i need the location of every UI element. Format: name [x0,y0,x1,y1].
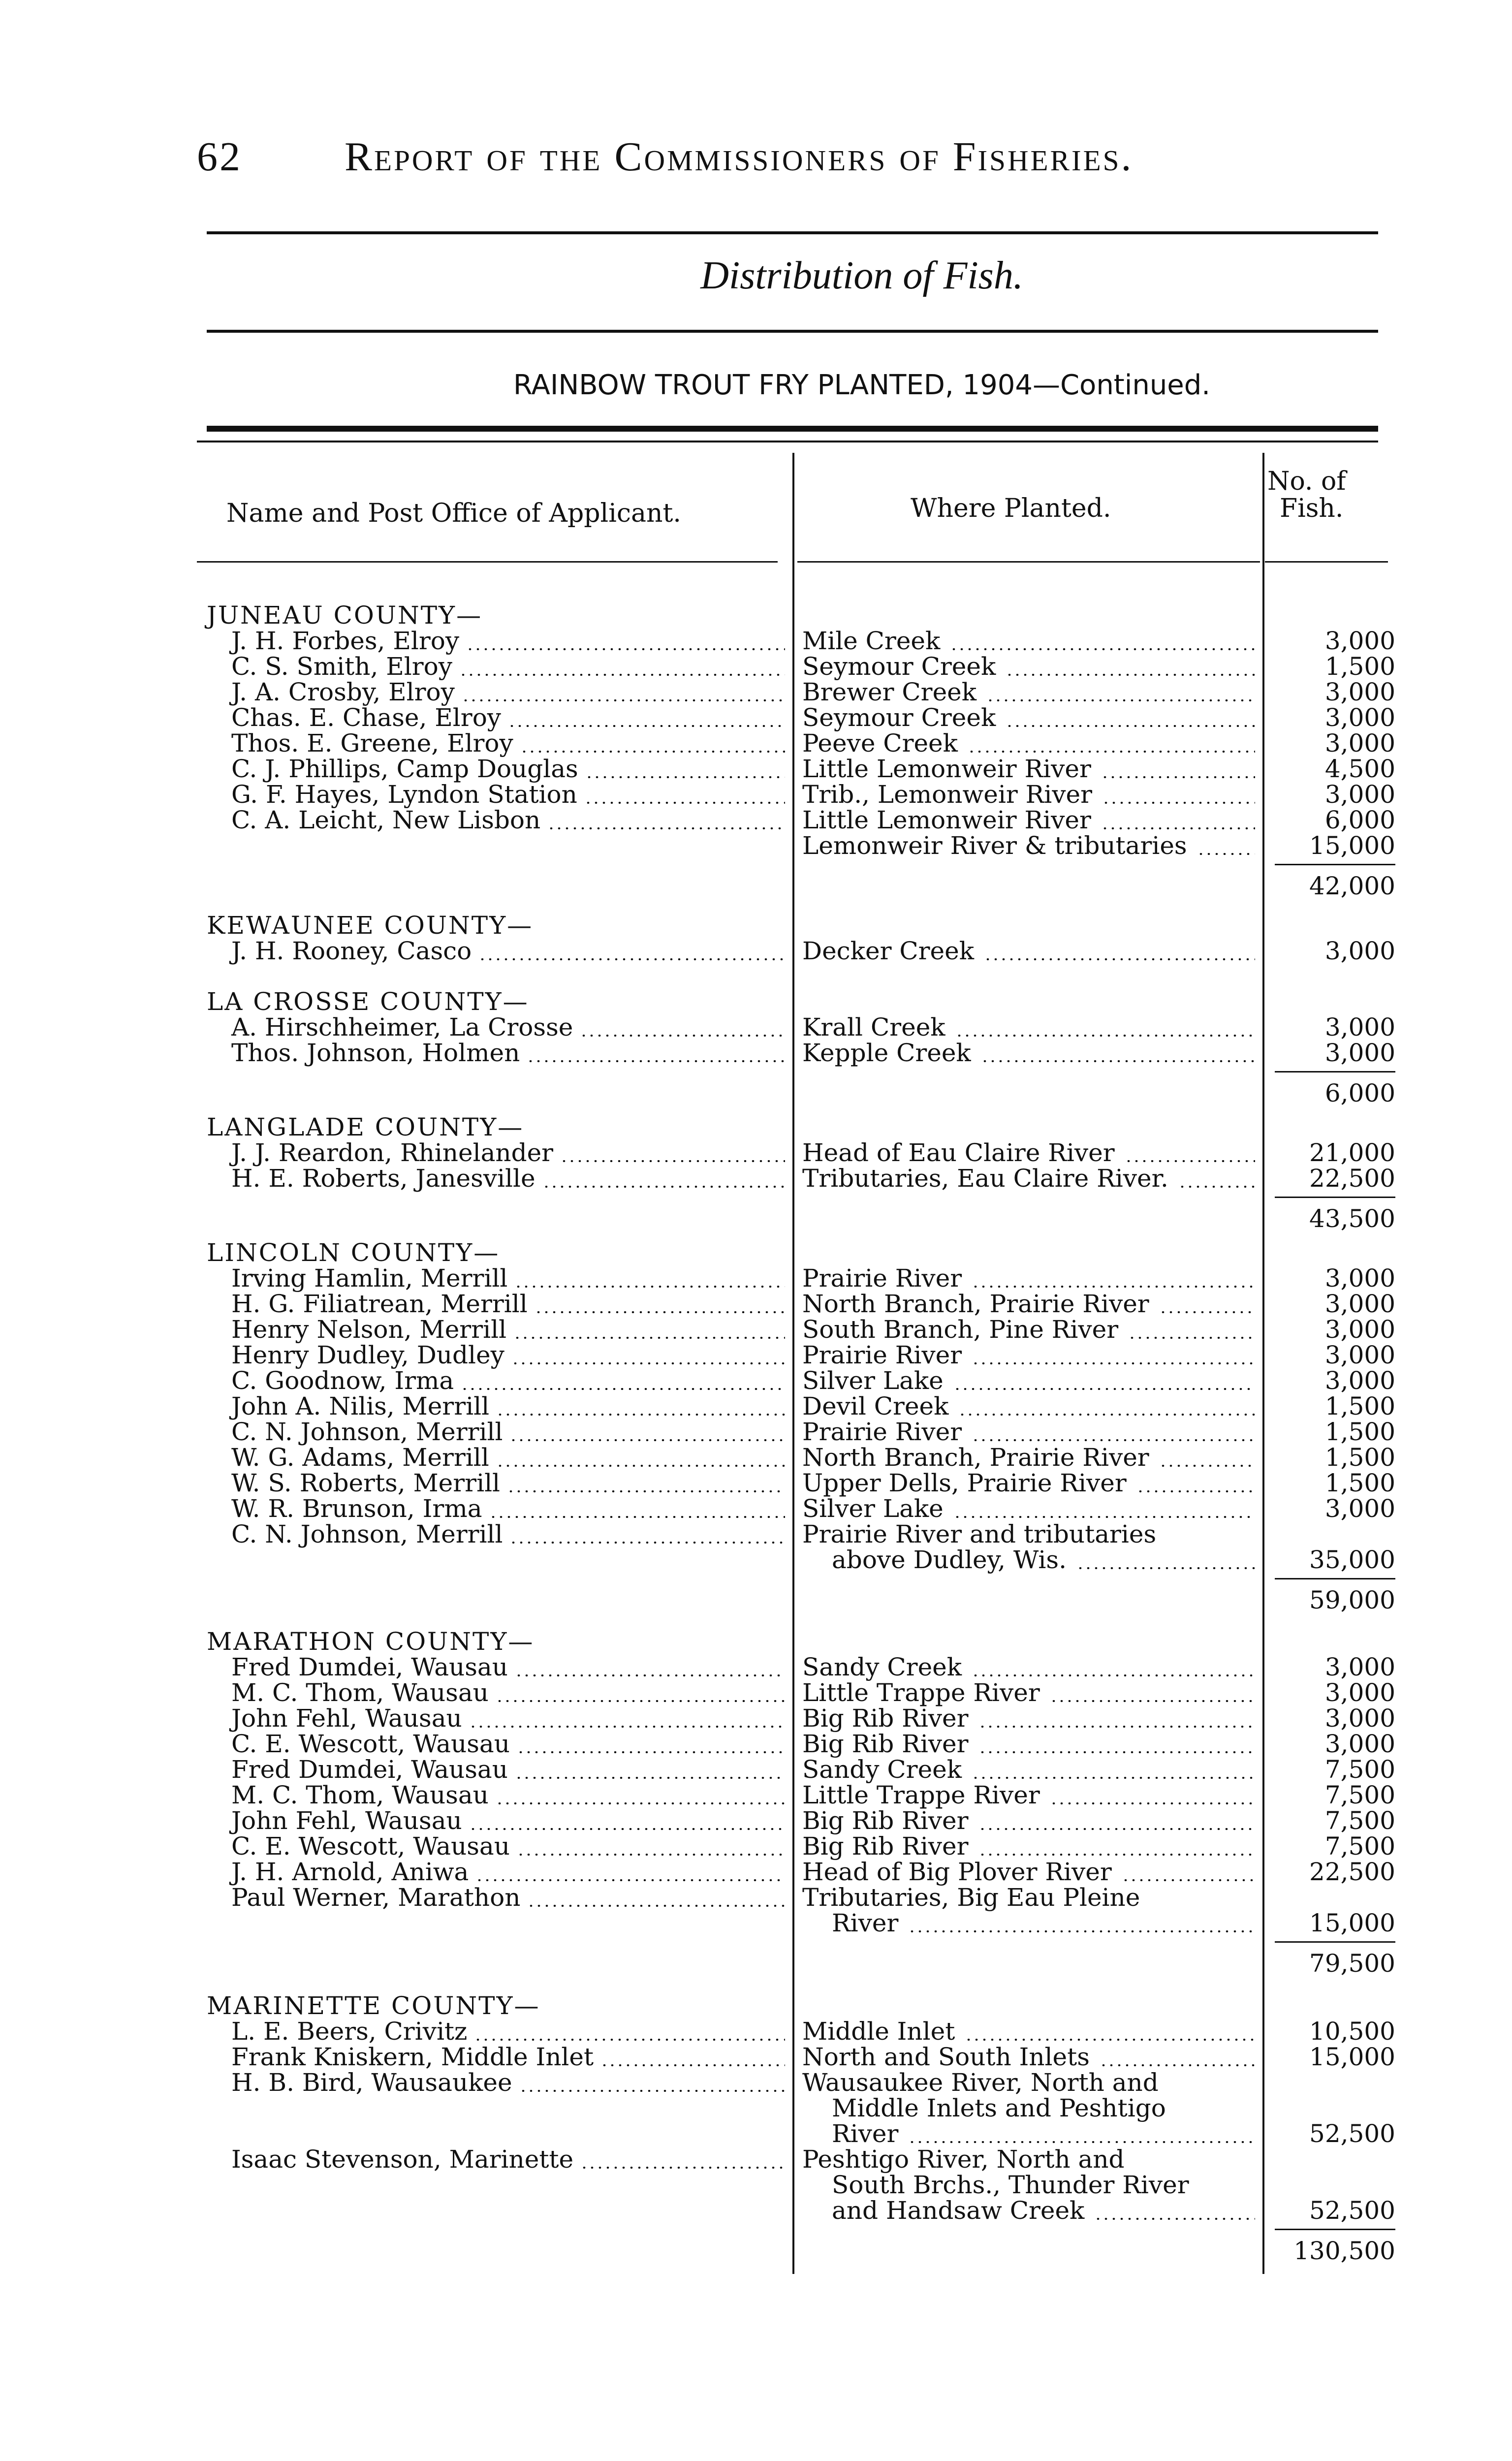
fish-count: 3,000 [1324,937,1395,965]
fish-count: 1,500 [1324,1392,1395,1420]
county-heading: MARINETTE COUNTY— [207,1991,540,2020]
dot-leader [535,1311,785,1313]
planting-location: Trib., Lemonweir River [802,780,1092,809]
fish-count: 3,000 [1324,1494,1395,1523]
fish-count: 15,000 [1309,2043,1395,2071]
planting-location: Tributaries, Big Eau Pleine [802,1883,1140,1912]
applicant-name: Frank Kniskern, Middle Inlet [231,2043,594,2071]
fish-count: 15,000 [1309,1909,1395,1937]
fish-count: 7,500 [1324,1806,1395,1835]
dot-leader [1178,1186,1255,1188]
county-heading: LANGLADE COUNTY— [207,1113,524,1141]
planting-location: South Brchs., Thunder River [832,2171,1189,2199]
planting-location: Sandy Creek [802,1653,962,1681]
dot-leader [978,1854,1255,1856]
planting-location: Seymour Creek [802,703,996,732]
column-header-name: Name and Post Office of Applicant. [226,499,681,528]
applicant-name: Fred Dumdei, Wausau [231,1755,508,1784]
county-total: 59,000 [1309,1586,1395,1614]
dot-leader [519,2090,785,2092]
planting-location: Little Lemonweir River [802,755,1091,783]
planting-location: North Branch, Prairie River [802,1443,1149,1472]
county-heading: KEWAUNEE COUNTY— [207,911,534,940]
planting-location: Wausaukee River, North and [802,2068,1159,2097]
dot-leader [496,1465,785,1467]
planting-location: North Branch, Prairie River [802,1290,1149,1318]
planting-location: Big Rib River [802,1806,969,1835]
dot-leader [953,1516,1255,1518]
dot-leader [953,1388,1255,1390]
dot-leader [986,699,1255,701]
fish-count: 3,000 [1324,1039,1395,1067]
planting-location: above Dudley, Wis. [832,1546,1067,1574]
fish-count: 3,000 [1324,1315,1395,1344]
dot-leader [600,2064,785,2066]
dot-leader [507,1490,785,1492]
planting-location: Little Trappe River [802,1781,1040,1809]
applicant-name: J. A. Crosby, Elroy [231,678,455,706]
dot-leader [972,1439,1255,1441]
subtotal-rule [1275,1197,1395,1198]
dot-leader [513,1337,785,1339]
county-heading: LA CROSSE COUNTY— [207,987,529,1016]
planting-location: Devil Creek [802,1392,949,1420]
subtotal-rule [1275,864,1395,865]
county-heading: LINCOLN COUNTY— [207,1238,500,1267]
applicant-name: G. F. Hayes, Lyndon Station [231,780,577,809]
fish-count: 7,500 [1324,1832,1395,1861]
dot-leader [1101,776,1255,778]
dot-leader [514,1286,785,1288]
applicant-name: C. E. Wescott, Wausau [231,1730,510,1758]
county-total: 42,000 [1309,872,1395,900]
fish-count: 3,000 [1324,729,1395,757]
applicant-name: Henry Nelson, Merrill [231,1315,507,1344]
planting-location: Prairie River [802,1264,962,1293]
section-subtitle: Distribution of Fish. [700,254,1023,297]
planting-location: Peshtigo River, North and [802,2145,1125,2174]
subtotal-rule [1275,1071,1395,1073]
applicant-name: C. E. Wescott, Wausau [231,1832,510,1861]
dot-leader [908,2141,1255,2143]
dot-leader [469,1828,785,1830]
planting-location: Silver Lake [802,1366,944,1395]
planting-location: River [832,1909,899,1937]
dot-leader [1076,1567,1255,1569]
header-separator-name [197,561,778,563]
dot-leader [981,1060,1255,1062]
fish-count: 3,000 [1324,703,1395,732]
applicant-name: H. E. Roberts, Janesville [231,1164,536,1193]
dot-leader [527,1060,785,1062]
dot-leader [542,1186,785,1188]
dot-leader [1159,1311,1255,1313]
dot-leader [461,1388,785,1390]
planting-location: Silver Lake [802,1494,944,1523]
planting-location: Little Trappe River [802,1678,1040,1707]
planting-location: River [832,2119,899,2148]
planting-location: Middle Inlets and Peshtigo [832,2094,1166,2122]
fish-count: 3,000 [1324,627,1395,655]
applicant-name: J. H. Arnold, Aniwa [231,1858,469,1886]
dot-leader [1128,1337,1255,1339]
applicant-name: H. G. Filiatrean, Merrill [231,1290,528,1318]
planting-location: Decker Creek [802,937,974,965]
dot-leader [1197,853,1255,855]
dot-leader [958,1414,1255,1416]
fish-count: 7,500 [1324,1781,1395,1809]
dot-leader [978,1751,1255,1753]
dot-leader [517,1751,785,1753]
planting-location: Middle Inlet [802,2017,955,2046]
table-top-rule [207,426,1378,432]
fish-count: 3,000 [1324,1704,1395,1733]
fish-count: 3,000 [1324,1264,1395,1293]
planting-location: and Handsaw Creek [832,2196,1085,2225]
planting-location: Little Lemonweir River [802,806,1091,834]
dot-leader [1050,1802,1255,1804]
applicant-name: J. H. Rooney, Casco [231,937,472,965]
dot-leader [459,674,785,676]
dot-leader [1100,2064,1255,2066]
dot-leader [520,751,785,753]
table-top-thin-rule [197,441,1378,442]
dot-leader [462,699,785,701]
applicant-name: Thos. Johnson, Holmen [231,1039,520,1067]
header-separator-where [797,561,1260,563]
dot-leader [1159,1465,1255,1467]
subtotal-rule [1275,1941,1395,1943]
column-header-where: Where Planted. [911,494,1111,523]
fish-count: 1,500 [1324,1418,1395,1446]
planting-location: Head of Eau Claire River [802,1138,1115,1167]
county-total: 79,500 [1309,1949,1395,1978]
dot-leader [1094,2218,1255,2220]
fish-count: 3,000 [1324,1366,1395,1395]
planting-location: Brewer Creek [802,678,977,706]
planting-location: Kepple Creek [802,1039,971,1067]
applicant-name: A. Hirschheimer, La Crosse [231,1013,573,1041]
dot-leader [1006,674,1255,676]
running-title: Report of the Commissioners of Fisheries. [345,134,1134,180]
planting-location: South Branch, Pine River [802,1315,1119,1344]
dot-leader [978,1828,1255,1830]
applicant-name: J. H. Forbes, Elroy [231,627,460,655]
dot-leader [515,1777,785,1779]
fish-count: 7,500 [1324,1755,1395,1784]
dot-leader [1102,802,1255,804]
column-divider-1 [792,453,794,2274]
applicant-name: C. S. Smith, Elroy [231,652,452,681]
applicant-name: John Fehl, Wausau [231,1704,462,1733]
fish-count: 6,000 [1324,806,1395,834]
dot-leader [509,1542,785,1544]
county-total: 6,000 [1324,1079,1395,1107]
column-header-count-line2: Fish. [1280,494,1344,523]
applicant-name: C. N. Johnson, Merrill [231,1418,503,1446]
applicant-name: C. A. Leicht, New Lisbon [231,806,541,834]
fish-count: 22,500 [1309,1858,1395,1886]
applicant-name: Henry Dudley, Dudley [231,1341,504,1369]
column-header-count-line1: No. of [1267,467,1346,496]
dot-leader [978,1726,1255,1728]
dot-leader [972,1286,1255,1288]
table-title: RAINBOW TROUT FRY PLANTED, 1904—Continued. [513,369,1211,401]
dot-leader [908,1930,1255,1932]
dot-leader [580,2167,785,2169]
planting-location: Krall Creek [802,1013,945,1041]
fish-count: 22,500 [1309,1164,1395,1193]
header-rule-top [207,231,1378,234]
dot-leader [584,802,785,804]
planting-location: Tributaries, Eau Claire River. [802,1164,1168,1193]
fish-count: 52,500 [1309,2119,1395,2148]
dot-leader [496,1700,785,1702]
fish-count: 1,500 [1324,1469,1395,1497]
planting-location: Big Rib River [802,1730,969,1758]
planting-location: Prairie River [802,1418,962,1446]
applicant-name: H. B. Bird, Wausaukee [231,2068,512,2097]
county-total: 130,500 [1293,2237,1395,2265]
dot-leader [1136,1490,1255,1492]
dot-leader [965,2039,1255,2041]
planting-location: Big Rib River [802,1832,969,1861]
planting-location: Lemonweir River & tributaries [802,831,1187,860]
fish-count: 3,000 [1324,780,1395,809]
fish-count: 4,500 [1324,755,1395,783]
planting-location: Mile Creek [802,627,941,655]
planting-location: North and South Inlets [802,2043,1090,2071]
fish-count: 3,000 [1324,1013,1395,1041]
applicant-name: Irving Hamlin, Merrill [231,1264,508,1293]
dot-leader [489,1516,785,1518]
dot-leader [585,776,785,778]
dot-leader [496,1802,785,1804]
page-header [197,133,1378,192]
fish-count: 52,500 [1309,2196,1395,2225]
dot-leader [508,725,785,727]
dot-leader [1125,1160,1255,1162]
dot-leader [511,1362,785,1364]
planting-location: Peeve Creek [802,729,958,757]
dot-leader [466,648,785,650]
planting-location: Big Rib River [802,1704,969,1733]
applicant-name: C. N. Johnson, Merrill [231,1520,503,1548]
dot-leader [972,1674,1255,1676]
applicant-name: Fred Dumdei, Wausau [231,1653,508,1681]
fish-count: 3,000 [1324,1341,1395,1369]
fish-count: 21,000 [1309,1138,1395,1167]
applicant-name: Thos. E. Greene, Elroy [231,729,513,757]
applicant-name: W. S. Roberts, Merrill [231,1469,501,1497]
fish-count: 3,000 [1324,1678,1395,1707]
applicant-name: C. J. Phillips, Camp Douglas [231,755,578,783]
planting-location: Seymour Creek [802,652,996,681]
county-total: 43,500 [1309,1204,1395,1233]
applicant-name: Isaac Stevenson, Marinette [231,2145,574,2174]
fish-count: 10,500 [1309,2017,1395,2046]
dot-leader [950,648,1255,650]
dot-leader [1122,1879,1255,1881]
fish-count: 1,500 [1324,1443,1395,1472]
dot-leader [1050,1700,1255,1702]
dot-leader [474,2039,785,2041]
planting-location: Sandy Creek [802,1755,962,1784]
applicant-name: John Fehl, Wausau [231,1806,462,1835]
dot-leader [517,1854,785,1856]
dot-leader [560,1160,785,1162]
dot-leader [475,1879,785,1881]
dot-leader [968,751,1255,753]
planting-location: Head of Big Plover River [802,1858,1112,1886]
applicant-name: C. Goodnow, Irma [231,1366,454,1395]
planting-location: Prairie River [802,1341,962,1369]
dot-leader [509,1439,785,1441]
dot-leader [984,958,1255,960]
dot-leader [515,1674,785,1676]
dot-leader [478,958,785,960]
fish-count: 3,000 [1324,1730,1395,1758]
fish-count: 3,000 [1324,678,1395,706]
fish-count: 3,000 [1324,1290,1395,1318]
header-rule-bottom [207,330,1378,333]
fish-count: 35,000 [1309,1546,1395,1574]
fish-count: 3,000 [1324,1653,1395,1681]
dot-leader [1101,827,1255,829]
applicant-name: M. C. Thom, Wausau [231,1781,489,1809]
dot-leader [527,1905,785,1907]
applicant-name: W. G. Adams, Merrill [231,1443,489,1472]
dot-leader [972,1362,1255,1364]
subtotal-rule [1275,2229,1395,2230]
applicant-name: John A. Nilis, Merrill [231,1392,490,1420]
county-heading: MARATHON COUNTY— [207,1627,535,1656]
applicant-name: W. R. Brunson, Irma [231,1494,482,1523]
subtotal-rule [1275,1578,1395,1579]
applicant-name: Chas. E. Chase, Elroy [231,703,502,732]
applicant-name: L. E. Beers, Crivitz [231,2017,468,2046]
applicant-name: Paul Werner, Marathon [231,1883,521,1912]
dot-leader [955,1035,1255,1037]
fish-count: 1,500 [1324,652,1395,681]
applicant-name: M. C. Thom, Wausau [231,1678,489,1707]
dot-leader [580,1035,785,1037]
dot-leader [469,1726,785,1728]
dot-leader [1006,725,1255,727]
planting-location: Upper Dells, Prairie River [802,1469,1127,1497]
applicant-name: J. J. Reardon, Rhinelander [231,1138,554,1167]
dot-leader [496,1414,785,1416]
header-separator-count [1265,561,1388,563]
page-number: 62 [197,134,242,180]
fish-count: 15,000 [1309,831,1395,860]
planting-location: Prairie River and tributaries [802,1520,1157,1548]
dot-leader [972,1777,1255,1779]
county-heading: JUNEAU COUNTY— [207,601,483,630]
dot-leader [547,827,785,829]
